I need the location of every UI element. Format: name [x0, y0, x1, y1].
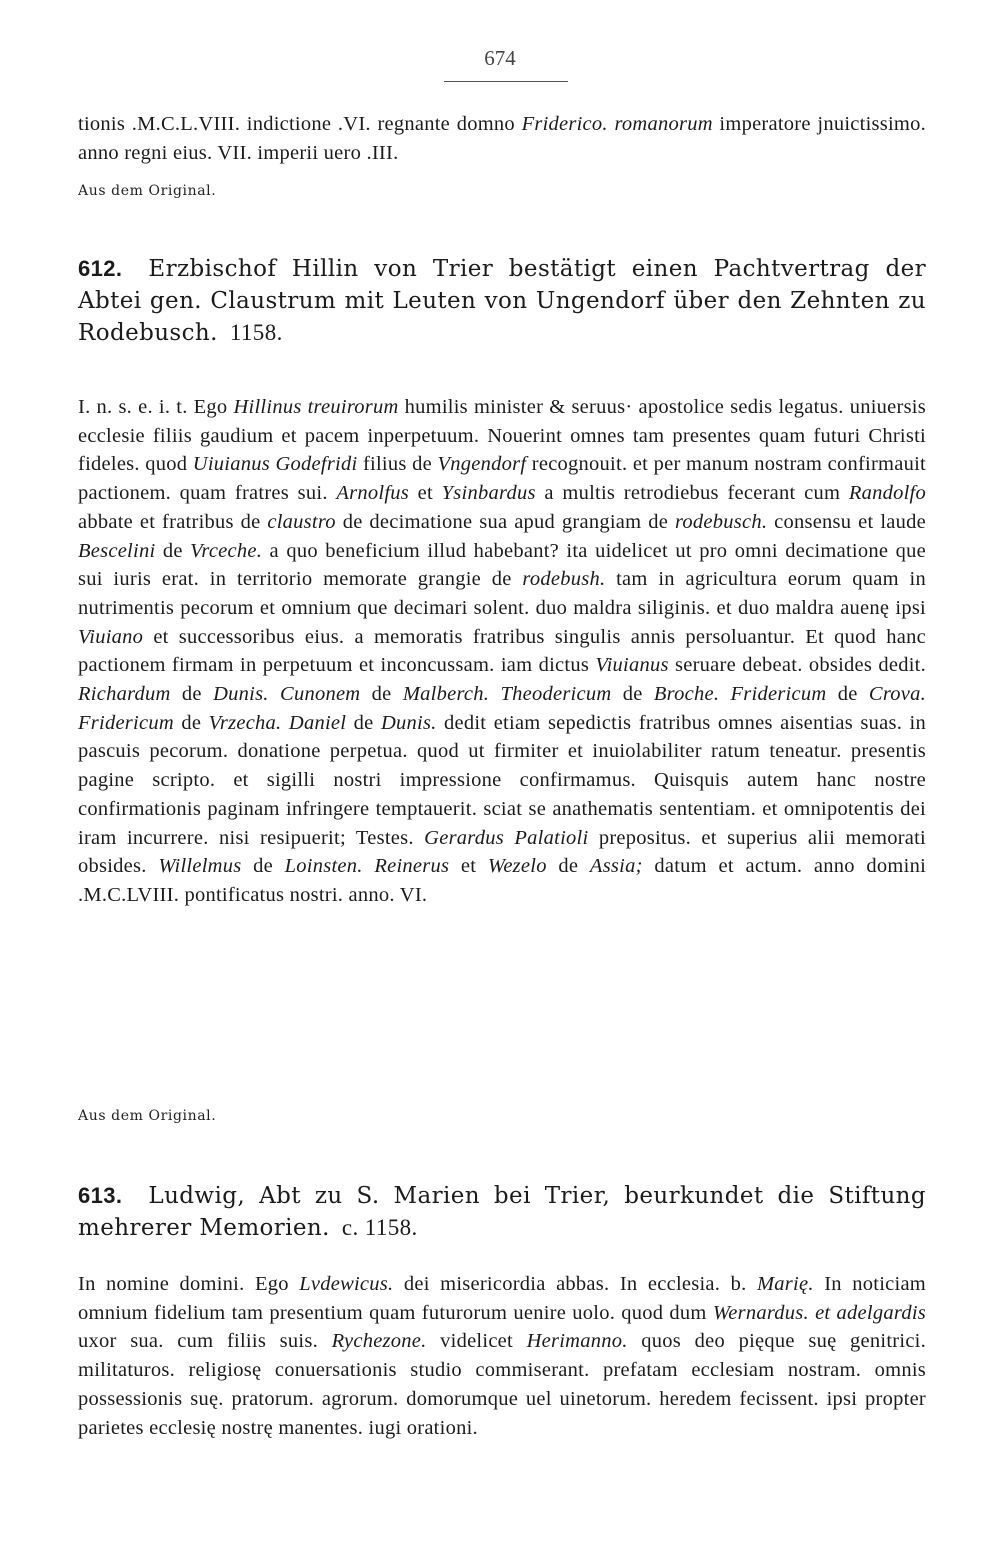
doc613-title: Ludwig, Abt zu S. Marien bei Trier, beurkundet die Stiftung mehrerer Memorien.	[78, 1183, 926, 1241]
doc613-heading	[78, 1180, 926, 1244]
continuation-paragraph: tionis .M.C.L.VIII. indictione .VI. regnante domno Friderico. romanorum imperatore jnuictissimo. anno regni eius. VII. imperii uero .III.	[78, 113, 926, 164]
doc613-paragraph: In nomine domini. Ego Lvdewicus. dei misericordia abbas. In ecclesia. b. Marię. In noticiam omnium fidelium tam presentium quam futurorum uenire uolo. quod dum Wernardus. et adelgardis uxor sua. cum filiis suis. Rychezone. videlicet Herimanno. quos deo pięque suę genitrici. militaturos. religiosę conuersationis studio commiserant. prefatam ecclesiam nostram. omnis possessionis suę. pratorum. agrorum. domorumque uel uinetorum. heredem fecissent. ipsi propter parietes ecclesię nostrę manentes. iugi orationi.	[78, 1273, 926, 1439]
doc612-source-note: Aus dem Original.	[78, 1108, 217, 1124]
doc613-number: 613.	[78, 1183, 123, 1208]
continuation-block	[78, 110, 926, 167]
page-number: 674	[484, 46, 516, 70]
doc613-year: c. 1158.	[341, 1215, 418, 1240]
doc612-year: 1158.	[229, 320, 283, 345]
doc612-paragraph: I. n. s. e. i. t. Ego Hillinus treuirorum humilis minister & seruus· apostolice sedis legatus. uniuersis ecclesie filiis gaudium et pacem inperpetuum. Nouerint omnes tam presentes quam futuri Christi fideles. quod Uiuianus Godefridi filius de Vngendorf recognouit. et per manum nostram confirmauit pactionem. quam fratres sui. Arnolfus et Ysinbardus a multis retrodiebus fecerant cum Randolfo abbate et fratribus de claustro de decimatione sua apud grangiam de rodebusch. consensu et laude Bescelini de Vrceche. a quo beneficium illud habebant? ita uidelicet ut pro omni decimatione que sui iuris erat. in territorio memorate grangie de rodebush. tam in agricultura eorum quam in nutrimentis pecorum et omnium que decimari solent. duo maldra siliginis. et duo maldra auenę ipsi Viuiano et successoribus eius. a memoratis fratribus singulis annis persoluantur. Et quod hanc pactionem firmam in perpetuum et inconcussam. iam dictus Viuianus seruare debeat. obsides dedit. Richardum de Dunis. Cunonem de Malberch. Theodericum de Broche. Fridericum de Crova. Fridericum de Vrzecha. Daniel de Dunis. dedit etiam sepedictis fratribus omnes aisentias suas. in pascuis pecorum. donatione perpetua. quod ut firmiter et inuiolabiliter ratum teneatur. presentis pagine scripto. et sigilli nostri impressione confirmamus. Quisquis autem hanc nostre confirmationis paginam infringere temptauerit. sciat se anathematis sententiam. et omnipotentis dei iram incurrere. nisi resipuerit; Testes. Gerardus Palatioli prepositus. et superius alii memorati obsides. Willelmus de Loinsten. Reinerus et Wezelo de Assia; datum et actum. anno domini .M.C.LVIII. pontificatus nostri. anno. VI.	[78, 396, 927, 906]
doc612-number: 612.	[78, 256, 123, 281]
page-number-rule	[444, 81, 568, 82]
doc612-heading	[78, 253, 926, 349]
doc612-body	[78, 393, 926, 910]
doc613-body	[78, 1270, 926, 1442]
continuation-source-note: Aus dem Original.	[78, 183, 217, 199]
doc612-title: Erzbischof Hillin von Trier bestätigt einen Pachtvertrag der Abtei gen. Claustrum mit Leuten von Ungendorf über den Zehnten zu Rodebusch.	[78, 256, 926, 346]
